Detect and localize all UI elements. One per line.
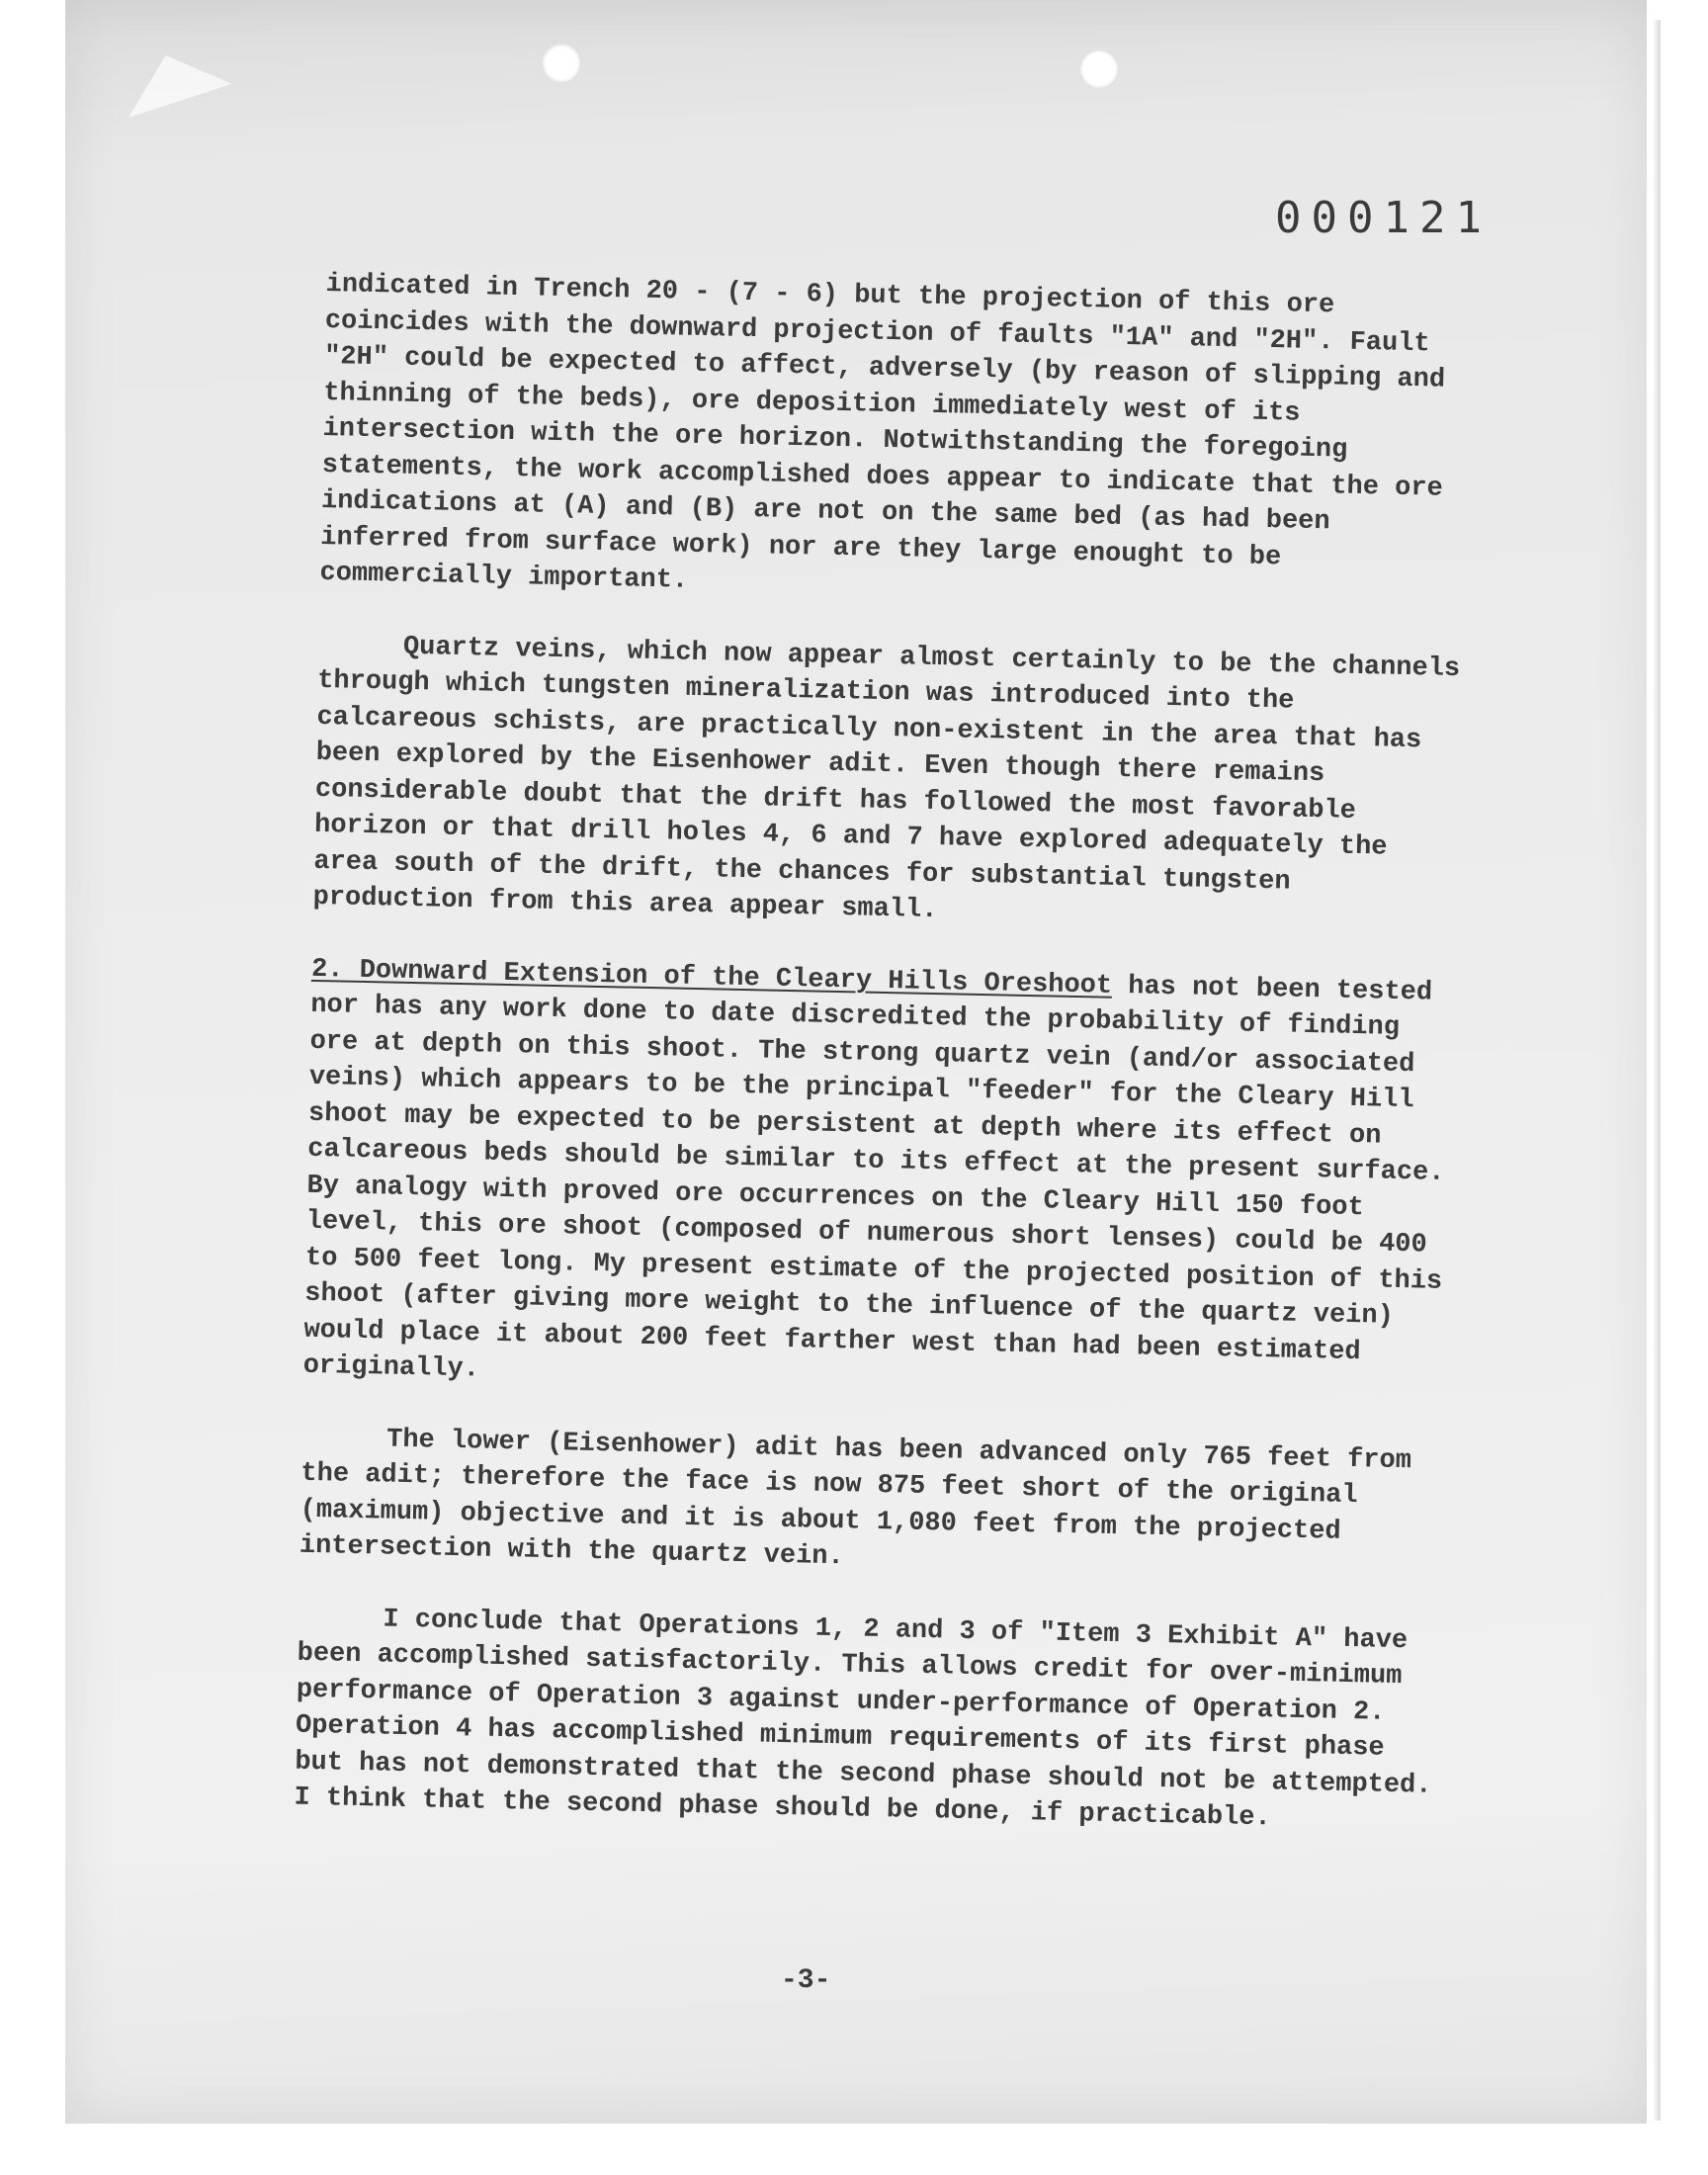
paragraph-downward-extension [302, 951, 1458, 1408]
document-number: 000121 [1275, 193, 1492, 243]
body-text [293, 267, 1472, 1875]
sheet-edge [1653, 20, 1661, 2121]
paragraph-eisenhower-adit: The lower (Eisenhower) adit has been advanced only 765 feet from the adit; therefore the face is now 875 feet short of the original (maximum) objective and it is about 1,080 feet from the projected intersection with the quartz vein. [299, 1425, 1412, 1573]
punch-hole-right [1079, 49, 1119, 89]
paragraph-quartz-veins: Quartz veins, which now appear almost certainly to be the channels through which tungsten mineralization was introduced into the calcareous schists, are practically non-existent in the area that has been explored by the Eisenhower adit. Even though there remains considerable doubt that the drift has followed the most favorable horizon or that drill holes 4, 6 and 7 have explored adequately the area south of the drift, the chances for substantial tungsten production from this area appear small. [312, 632, 1461, 926]
paragraph-trench-faults: indicated in Trench 20 - (7 - 6) but the projection of this ore coincides with the downward projection of faults "1A" and "2H". Fault "2H" could be expected to affect, adversely (by reason of slipping and thinning of the beds), ore deposition immediately west of its intersection with the ore horizon. Notwithstanding the foregoing statements, the work accomplished does appear to indicate that the ore indications at (A) and (B) are not on the same bed (as had been inferred from surface work) nor are they large enought to be commercially important. [319, 269, 1446, 596]
page-number: -3- [781, 1965, 831, 1996]
paragraph-conclusion: I conclude that Operations 1, 2 and 3 of "Item 3 Exhibit A" have been accomplished satisfactorily. This allows credit for over-minimum performance of Operation 3 against under-performance of Operation 2. Operation 4 has accomplished minimum requirements of its first phase but has not demonstrated that the second phase should not be attempted. I think that the second phase should be done, if practicable. [294, 1605, 1432, 1834]
section-heading: 2. Downward Extension of the Cleary Hills Oreshoot [310, 954, 1113, 1001]
section-body: has not been tested nor has any work done to date discredited the probability of finding ore at depth on this shoot. The strong quartz vein (and/or associated veins) which appears to be the principal "feeder" for the Cleary Hill shoot may be expected to be persistent at depth where its effect on calcareous beds should be similar to its effect at the present surface. By analogy with proved ore occurrences on the Cleary Hill 150 foot level, this ore shoot (composed of numerous short lenses) could be 400 to 500 feet long. My present estimate of the projected position of this shoot (after giving more weight to the influence of the quartz vein) would place it about 200 feet farther west than had been estimated originally. [302, 971, 1445, 1385]
punch-hole-left [542, 44, 581, 83]
